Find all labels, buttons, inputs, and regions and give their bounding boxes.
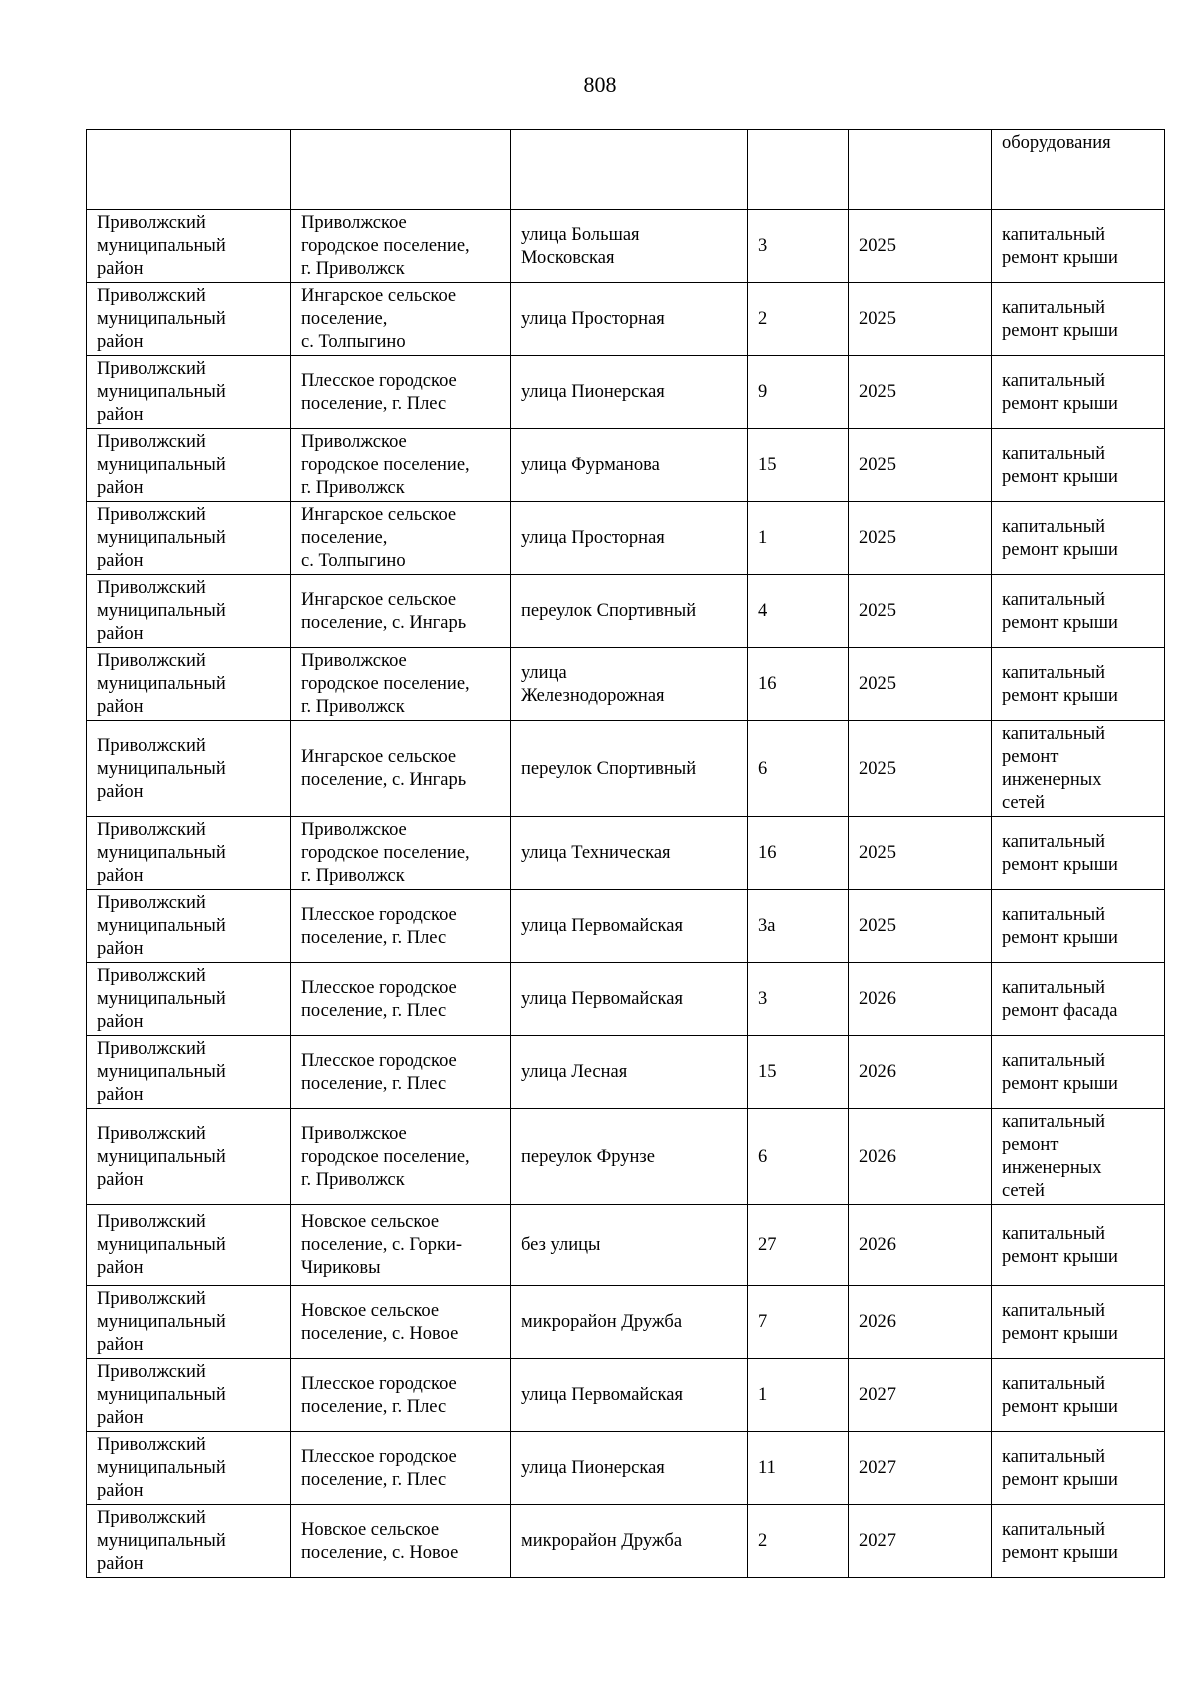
- cell-district-text: Приволжский муниципальный район: [97, 578, 226, 644]
- cell-year: [849, 890, 992, 963]
- cell-settlement-text: Приволжское городское поселение, г. Приволжск: [301, 432, 470, 498]
- cell-work: [992, 1286, 1165, 1359]
- cell-year: [849, 817, 992, 890]
- table-row: [87, 1286, 1165, 1359]
- cell-district-text: Приволжский муниципальный район: [97, 1362, 226, 1428]
- cell-street-text: без улицы: [521, 1235, 601, 1255]
- cell-settlement-text: Ингарское сельское поселение, с. Ингарь: [301, 747, 467, 790]
- cell-street: [511, 1205, 748, 1286]
- page-number: 808: [583, 72, 617, 97]
- table-row: [87, 648, 1165, 721]
- cell-work: [992, 1036, 1165, 1109]
- cell-work-text: капитальный ремонт крыши: [1002, 1373, 1118, 1417]
- cell-house: [748, 210, 849, 283]
- cell-work: [992, 1432, 1165, 1505]
- cell-work-text: капитальный ремонт крыши: [1002, 1519, 1118, 1563]
- cell-year: [849, 210, 992, 283]
- cell-year-text: 2025: [859, 758, 896, 779]
- cell-work-text: капитальный ремонт фасада: [1002, 977, 1118, 1021]
- cell-settlement: [291, 575, 511, 648]
- cell-year-text: 2025: [859, 455, 896, 475]
- table-row: [87, 356, 1165, 429]
- cell-work-text: капитальный ремонт крыши: [1002, 1300, 1118, 1344]
- cell-work: [992, 1205, 1165, 1286]
- cell-settlement: [291, 283, 511, 356]
- cell-street-text: улица Просторная: [521, 309, 665, 329]
- cell-district: [87, 575, 291, 648]
- cell-work: [992, 1109, 1165, 1205]
- cell-work-text: капитальный ремонт инженерных сетей: [1002, 1112, 1106, 1201]
- cell-work: [992, 502, 1165, 575]
- continuation-row: [87, 130, 1165, 210]
- cell-settlement-text: Новское сельское поселение, с. Новое: [301, 1300, 459, 1344]
- table-row: [87, 1109, 1165, 1205]
- cell-district-text: Приволжский муниципальный район: [97, 359, 226, 425]
- cell-house-text: 6: [758, 758, 768, 779]
- cell-work-text: капитальный ремонт крыши: [1002, 443, 1118, 487]
- table-row: [87, 1205, 1165, 1286]
- cell-house: [748, 429, 849, 502]
- cell-street-text: улица Первомайская: [521, 916, 683, 936]
- cell-district-text: Приволжский муниципальный район: [97, 735, 226, 802]
- cell-work-text: капитальный ремонт крыши: [1002, 1050, 1118, 1094]
- table-row: [87, 1505, 1165, 1578]
- cell-street-text: улица Пионерская: [521, 382, 665, 402]
- cell-house: [748, 1036, 849, 1109]
- cell-street-text: переулок Спортивный: [521, 601, 697, 621]
- cell-settlement: [291, 1359, 511, 1432]
- cell-house-text: 2: [758, 309, 768, 329]
- cell-settlement-text: Приволжское городское поселение, г. Приволжск: [301, 651, 470, 717]
- cell-settlement: [291, 429, 511, 502]
- cell-settlement-text: Ингарское сельское поселение, с. Толпыгино: [301, 286, 457, 352]
- cell-year: [849, 283, 992, 356]
- cell-settlement-text: Плесское городское поселение, г. Плес: [301, 977, 457, 1021]
- cell-street-text: улица Первомайская: [521, 1385, 683, 1405]
- cell-district: [87, 817, 291, 890]
- repair-schedule-table: [86, 129, 1165, 1578]
- cell-district: [87, 721, 291, 817]
- cell-district: [87, 1109, 291, 1205]
- cell-district-text: Приволжский муниципальный район: [97, 1123, 226, 1190]
- table-row: [87, 502, 1165, 575]
- cell-house: [748, 283, 849, 356]
- cell-district-text: Приволжский муниципальный район: [97, 1039, 226, 1105]
- cell-work-text: капитальный ремонт крыши: [1002, 516, 1118, 560]
- cell-house: [748, 1286, 849, 1359]
- cell-district: [87, 1359, 291, 1432]
- cell-street: [511, 356, 748, 429]
- table-row: [87, 1432, 1165, 1505]
- cell-house-text: 3а: [758, 916, 776, 936]
- cell-district: [87, 1286, 291, 1359]
- cell-year: [849, 648, 992, 721]
- cell-street: [511, 429, 748, 502]
- cell-settlement-text: Ингарское сельское поселение, с. Ингарь: [301, 589, 467, 633]
- cell-street: [511, 648, 748, 721]
- cell-work-text: капитальный ремонт крыши: [1002, 297, 1118, 341]
- cell-district: [87, 283, 291, 356]
- cell-district: [87, 1505, 291, 1578]
- cell-settlement: [291, 1036, 511, 1109]
- cell-settlement: [291, 648, 511, 721]
- cell-year-text: 2025: [859, 674, 896, 694]
- cell-settlement-text: Приволжское городское поселение, г. Приволжск: [301, 1123, 470, 1190]
- cell-house: [748, 890, 849, 963]
- cell-settlement: [291, 130, 511, 210]
- cell-district-text: Приволжский муниципальный район: [97, 651, 226, 717]
- cell-street: [511, 210, 748, 283]
- cell-work: [992, 963, 1165, 1036]
- cell-year-text: 2025: [859, 843, 896, 863]
- cell-house: [748, 1505, 849, 1578]
- cell-district-text: Приволжский муниципальный район: [97, 432, 226, 498]
- cell-street: [511, 963, 748, 1036]
- cell-district-text: Приволжский муниципальный район: [97, 966, 226, 1032]
- cell-work: [992, 210, 1165, 283]
- cell-street-text: микрорайон Дружба: [521, 1312, 683, 1332]
- cell-work: [992, 429, 1165, 502]
- cell-year: [849, 1432, 992, 1505]
- cell-street-text: микрорайон Дружба: [521, 1531, 683, 1551]
- table-row: [87, 963, 1165, 1036]
- cell-house-text: 1: [758, 528, 768, 548]
- cell-district-text: Приволжский муниципальный район: [97, 1212, 226, 1278]
- cell-year-text: 2025: [859, 528, 896, 548]
- cell-district-text: Приволжский муниципальный район: [97, 1435, 226, 1501]
- cell-settlement: [291, 1205, 511, 1286]
- cell-district: [87, 210, 291, 283]
- cell-year-text: 2027: [859, 1531, 896, 1551]
- cell-work-text: капитальный ремонт крыши: [1002, 831, 1118, 875]
- cell-district: [87, 648, 291, 721]
- cell-settlement-text: Приволжское городское поселение, г. Приволжск: [301, 213, 470, 279]
- cell-work-text: капитальный ремонт крыши: [1002, 904, 1118, 948]
- cell-year-text: 2026: [859, 1312, 896, 1332]
- cell-year: [849, 1205, 992, 1286]
- cell-work: [992, 1359, 1165, 1432]
- cell-district-text: Приволжский муниципальный район: [97, 505, 226, 571]
- cell-street: [511, 1036, 748, 1109]
- cell-district-text: Приволжский муниципальный район: [97, 286, 226, 352]
- cell-street-text: переулок Спортивный: [521, 758, 697, 779]
- cell-district: [87, 356, 291, 429]
- cell-work: [992, 721, 1165, 817]
- cell-street: [511, 817, 748, 890]
- cell-year: [849, 356, 992, 429]
- cell-year-text: 2026: [859, 1235, 896, 1255]
- cell-year-text: 2025: [859, 601, 896, 621]
- cell-street: [511, 1505, 748, 1578]
- cell-house: [748, 817, 849, 890]
- cell-street-text: улица Лесная: [521, 1062, 628, 1082]
- cell-work: [992, 283, 1165, 356]
- cell-settlement: [291, 1286, 511, 1359]
- cell-house: [748, 356, 849, 429]
- cell-house-text: 11: [758, 1458, 776, 1478]
- cell-settlement: [291, 356, 511, 429]
- cell-district: [87, 1432, 291, 1505]
- cell-street: [511, 1432, 748, 1505]
- cell-house-text: 2: [758, 1531, 768, 1551]
- cell-street: [511, 1359, 748, 1432]
- cell-year-text: 2026: [859, 1062, 896, 1082]
- cell-street: [511, 283, 748, 356]
- cell-year-text: 2026: [859, 989, 896, 1009]
- cell-house: [748, 502, 849, 575]
- cell-work: [992, 575, 1165, 648]
- cell-year-text: 2026: [859, 1146, 896, 1167]
- cell-work-text: капитальный ремонт крыши: [1002, 370, 1118, 414]
- cell-work-text: капитальный ремонт инженерных сетей: [1002, 724, 1106, 813]
- cell-settlement-text: Новское сельское поселение, с. Горки- Чириковы: [301, 1212, 463, 1278]
- cell-house: [748, 963, 849, 1036]
- cell-year: [849, 1109, 992, 1205]
- cell-year: [849, 1036, 992, 1109]
- cell-district: [87, 130, 291, 210]
- table-row: [87, 721, 1165, 817]
- cell-work-text: капитальный ремонт крыши: [1002, 1446, 1118, 1490]
- table-body: [87, 130, 1165, 1578]
- cell-house-text: 16: [758, 674, 777, 694]
- cell-district: [87, 963, 291, 1036]
- table-row: [87, 283, 1165, 356]
- cell-street-text: улица Техническая: [521, 843, 671, 863]
- cell-street: [511, 1286, 748, 1359]
- cell-street-text: улица Большая Московская: [521, 224, 640, 268]
- cell-work: [992, 130, 1165, 210]
- cell-street-text: улица Просторная: [521, 528, 665, 548]
- table-row: [87, 890, 1165, 963]
- cell-work-text: капитальный ремонт крыши: [1002, 662, 1118, 706]
- cell-house: [748, 130, 849, 210]
- cell-district-text: Приволжский муниципальный район: [97, 213, 226, 279]
- cell-work-text: оборудования: [1002, 133, 1111, 153]
- cell-settlement-text: Новское сельское поселение, с. Новое: [301, 1519, 459, 1563]
- cell-settlement: [291, 1432, 511, 1505]
- cell-district-text: Приволжский муниципальный район: [97, 1289, 226, 1355]
- table-row: [87, 575, 1165, 648]
- cell-district-text: Приволжский муниципальный район: [97, 1508, 226, 1574]
- cell-house-text: 3: [758, 236, 768, 256]
- cell-house: [748, 721, 849, 817]
- cell-settlement: [291, 1505, 511, 1578]
- cell-year-text: 2025: [859, 382, 896, 402]
- cell-settlement: [291, 1109, 511, 1205]
- cell-house: [748, 575, 849, 648]
- cell-street: [511, 721, 748, 817]
- cell-street: [511, 502, 748, 575]
- cell-work-text: капитальный ремонт крыши: [1002, 1223, 1118, 1267]
- cell-house-text: 9: [758, 382, 768, 402]
- cell-street-text: переулок Фрунзе: [521, 1146, 655, 1167]
- cell-settlement-text: Плесское городское поселение, г. Плес: [301, 904, 457, 948]
- cell-district-text: Приволжский муниципальный район: [97, 893, 226, 959]
- cell-year-text: 2025: [859, 236, 896, 256]
- cell-settlement: [291, 963, 511, 1036]
- table-row: [87, 1036, 1165, 1109]
- cell-street-text: улица Пионерская: [521, 1458, 665, 1478]
- cell-street-text: улица Железнодорожная: [521, 662, 665, 706]
- table-row: [87, 429, 1165, 502]
- cell-work: [992, 817, 1165, 890]
- cell-house-text: 27: [758, 1235, 777, 1255]
- cell-street: [511, 1109, 748, 1205]
- cell-house: [748, 1205, 849, 1286]
- cell-settlement-text: Плесское городское поселение, г. Плес: [301, 1446, 457, 1490]
- cell-year: [849, 721, 992, 817]
- cell-house-text: 3: [758, 989, 768, 1009]
- cell-district: [87, 1205, 291, 1286]
- cell-house-text: 15: [758, 1062, 777, 1082]
- cell-work-text: капитальный ремонт крыши: [1002, 224, 1118, 268]
- cell-year: [849, 1286, 992, 1359]
- cell-house: [748, 648, 849, 721]
- cell-year: [849, 575, 992, 648]
- cell-year: [849, 1359, 992, 1432]
- cell-work: [992, 1505, 1165, 1578]
- cell-settlement-text: Плесское городское поселение, г. Плес: [301, 1050, 457, 1094]
- cell-district: [87, 1036, 291, 1109]
- cell-year: [849, 130, 992, 210]
- cell-settlement-text: Плесское городское поселение, г. Плес: [301, 370, 457, 414]
- cell-settlement-text: Приволжское городское поселение, г. Приволжск: [301, 820, 470, 886]
- cell-street-text: улица Фурманова: [521, 455, 660, 475]
- cell-house-text: 6: [758, 1146, 768, 1167]
- cell-settlement: [291, 721, 511, 817]
- cell-street-text: улица Первомайская: [521, 989, 683, 1009]
- cell-work: [992, 356, 1165, 429]
- table-row: [87, 1359, 1165, 1432]
- cell-house-text: 15: [758, 455, 777, 475]
- cell-settlement: [291, 817, 511, 890]
- cell-work: [992, 648, 1165, 721]
- cell-house-text: 16: [758, 843, 777, 863]
- table-row: [87, 817, 1165, 890]
- cell-settlement-text: Плесское городское поселение, г. Плес: [301, 1373, 457, 1417]
- cell-street: [511, 575, 748, 648]
- cell-settlement: [291, 890, 511, 963]
- cell-settlement: [291, 210, 511, 283]
- cell-year-text: 2027: [859, 1458, 896, 1478]
- cell-year-text: 2025: [859, 309, 896, 329]
- cell-street: [511, 890, 748, 963]
- cell-house-text: 7: [758, 1312, 768, 1332]
- cell-year: [849, 1505, 992, 1578]
- cell-house: [748, 1432, 849, 1505]
- cell-district: [87, 502, 291, 575]
- cell-district-text: Приволжский муниципальный район: [97, 820, 226, 886]
- cell-district: [87, 429, 291, 502]
- cell-house: [748, 1109, 849, 1205]
- cell-work-text: капитальный ремонт крыши: [1002, 589, 1118, 633]
- cell-house-text: 4: [758, 601, 768, 621]
- cell-house-text: 1: [758, 1385, 768, 1405]
- cell-year: [849, 963, 992, 1036]
- cell-house: [748, 1359, 849, 1432]
- cell-street: [511, 130, 748, 210]
- cell-district: [87, 890, 291, 963]
- cell-year: [849, 502, 992, 575]
- cell-settlement: [291, 502, 511, 575]
- cell-settlement-text: Ингарское сельское поселение, с. Толпыгино: [301, 505, 457, 571]
- cell-year-text: 2027: [859, 1385, 896, 1405]
- table-row: [87, 210, 1165, 283]
- cell-year: [849, 429, 992, 502]
- cell-year-text: 2025: [859, 916, 896, 936]
- cell-work: [992, 890, 1165, 963]
